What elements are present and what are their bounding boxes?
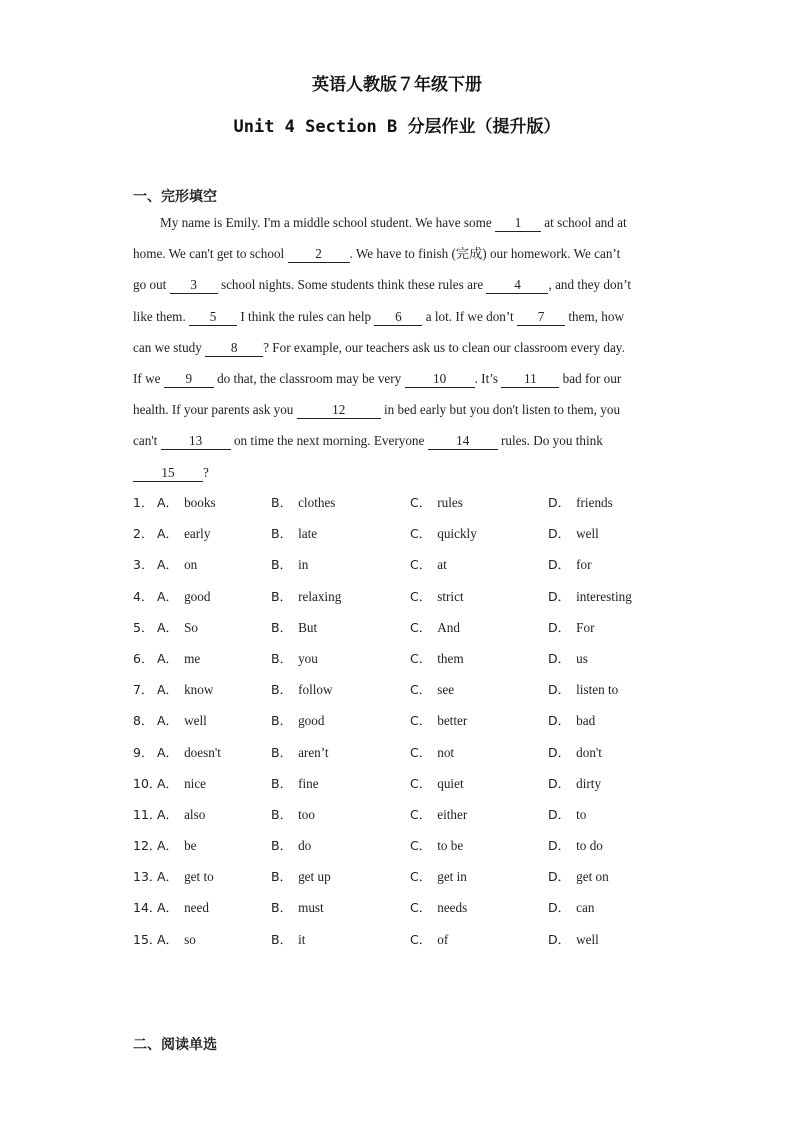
option-d [548, 861, 609, 892]
option-letter: C． [410, 682, 432, 698]
option-text: get on [576, 869, 609, 885]
blank-8: 8 [205, 339, 263, 357]
option-text: good [184, 588, 211, 604]
question-row [133, 674, 693, 705]
option-c [410, 799, 467, 830]
option-letter: A． [157, 588, 179, 604]
question-number: 5． [133, 619, 154, 635]
blank-2: 2 [288, 245, 350, 263]
question-row [133, 705, 693, 736]
option-letter: C． [410, 775, 432, 791]
option-text: strict [437, 588, 464, 604]
question-row [133, 487, 693, 518]
option-text: either [437, 806, 468, 822]
option-text: must [298, 900, 324, 916]
option-a [157, 799, 205, 830]
option-text: of [437, 931, 449, 947]
option-letter: D． [548, 869, 571, 885]
question-number: 1． [133, 495, 154, 510]
option-d [548, 612, 594, 643]
option-letter: C． [410, 900, 432, 916]
passage-line: If we 9 do that, the classroom may be very 10 . It’s 11 bad for our [133, 370, 622, 386]
passage-line: 15 ? [133, 457, 673, 488]
option-text: friends [576, 495, 613, 510]
option-letter: B． [271, 869, 293, 885]
option-text: late [298, 526, 318, 542]
question-number: 15． [133, 931, 162, 947]
option-letter: A． [157, 869, 179, 885]
option-d [548, 581, 632, 612]
option-text: to be [437, 838, 464, 854]
option-letter: A． [157, 775, 179, 791]
option-letter: B． [271, 495, 293, 510]
question-number: 14． [133, 900, 162, 916]
option-letter: A． [157, 526, 179, 542]
option-letter: B． [271, 838, 293, 854]
option-text: get up [298, 869, 331, 885]
option-text: on [184, 557, 198, 573]
blank-6: 6 [374, 308, 422, 326]
passage-line: home. We can't get to school 2 . We have to finish (完成) our homework. We can’t [133, 246, 621, 262]
option-letter: D． [548, 588, 571, 604]
option-text: quickly [437, 526, 477, 542]
option-d [548, 830, 603, 861]
option-text: needs [437, 900, 468, 916]
question-number: 6． [133, 650, 154, 666]
option-text: see [437, 682, 455, 698]
option-text: well [576, 526, 599, 542]
option-text: doesn't [184, 744, 221, 760]
option-a [157, 705, 207, 736]
option-a [157, 487, 216, 518]
section-heading-reading: 二、阅读单选 [133, 1037, 217, 1053]
question-number: 12． [133, 838, 162, 854]
option-text: rules [437, 495, 463, 510]
option-d [548, 674, 618, 705]
option-b [271, 581, 341, 612]
option-text: in [298, 557, 309, 573]
option-text: it [298, 931, 306, 947]
question-number: 11． [133, 806, 162, 822]
option-text: quiet [437, 775, 464, 791]
option-b [271, 487, 335, 518]
option-letter: D． [548, 744, 571, 760]
option-a [157, 892, 209, 923]
passage-line: can we study 8 ? For example, our teachers ask us to clean our classroom every day. [133, 339, 625, 355]
question-number: 4． [133, 588, 154, 604]
option-letter: D． [548, 900, 571, 916]
passage-line: like them. 5 I think the rules can help 6 a lot. If we don’t 7 them, how [133, 308, 624, 324]
option-text: need [184, 900, 209, 916]
option-text: know [184, 682, 214, 698]
question-row [133, 799, 693, 830]
option-letter: D． [548, 713, 571, 729]
option-letter: D． [548, 682, 571, 698]
option-letter: B． [271, 775, 293, 791]
option-b [271, 768, 319, 799]
option-b [271, 892, 324, 923]
option-letter: B． [271, 931, 293, 947]
option-letter: A． [157, 619, 179, 635]
option-d [548, 549, 592, 580]
option-letter: C． [410, 495, 432, 510]
option-letter: D． [548, 650, 571, 666]
document-title: 英语人教版７年级下册 [312, 75, 482, 95]
option-letter: C． [410, 588, 432, 604]
option-letter: B． [271, 744, 293, 760]
question-row [133, 612, 693, 643]
option-c [410, 768, 464, 799]
option-letter: D． [548, 775, 571, 791]
option-d [548, 924, 599, 955]
option-letter: A． [157, 931, 179, 947]
option-c [410, 892, 467, 923]
question-number: 10． [133, 775, 162, 791]
option-a [157, 861, 214, 892]
option-letter: A． [157, 557, 179, 573]
option-a [157, 830, 197, 861]
option-letter: A． [157, 713, 179, 729]
option-text: at [437, 557, 447, 573]
option-letter: C． [410, 838, 432, 854]
blank-13: 13 [161, 432, 231, 450]
option-letter: A． [157, 806, 179, 822]
question-number: 2． [133, 526, 154, 542]
option-text: So [184, 619, 198, 635]
option-c [410, 643, 464, 674]
option-a [157, 518, 210, 549]
option-text: to [576, 806, 587, 822]
option-text: clothes [298, 495, 336, 510]
option-b [271, 643, 318, 674]
option-text: listen to [576, 682, 619, 698]
option-text: do [298, 838, 312, 854]
option-text: don't [576, 744, 602, 760]
option-text: them [437, 650, 464, 666]
blank-15: 15 [133, 464, 203, 482]
passage-line: health. If your parents ask you 12 in bed early but you don't listen to them, you [133, 402, 621, 418]
option-c [410, 518, 477, 549]
option-letter: A． [157, 682, 179, 698]
option-text: can [576, 900, 595, 916]
option-text: good [298, 713, 325, 729]
option-letter: B． [271, 557, 293, 573]
blank-14: 14 [428, 432, 498, 450]
option-text: relaxing [298, 588, 342, 604]
option-letter: C． [410, 526, 432, 542]
question-number: 8． [133, 713, 154, 729]
option-b [271, 612, 317, 643]
option-text: too [298, 806, 315, 822]
option-text: books [184, 495, 216, 510]
document-subtitle: Unit 4 Section B 分层作业（提升版） [233, 117, 561, 137]
question-row [133, 737, 693, 768]
blank-3: 3 [170, 276, 218, 294]
option-text: well [576, 931, 599, 947]
question-row [133, 768, 693, 799]
cloze-passage [133, 207, 673, 488]
option-b [271, 674, 333, 705]
question-row [133, 830, 693, 861]
question-row [133, 643, 693, 674]
blank-12: 12 [297, 401, 381, 419]
option-text: interesting [576, 588, 632, 604]
option-letter: C． [410, 650, 432, 666]
option-letter: D． [548, 526, 571, 542]
passage-line: go out 3 school nights. Some students think these rules are 4 , and they don’t [133, 277, 632, 293]
option-letter: B． [271, 806, 293, 822]
option-text: not [437, 744, 455, 760]
blank-11: 11 [501, 370, 559, 388]
option-d [548, 892, 594, 923]
option-d [548, 768, 601, 799]
option-text: so [184, 931, 196, 947]
blank-4: 4 [486, 276, 548, 294]
question-options [133, 487, 693, 955]
option-c [410, 737, 454, 768]
option-c [410, 549, 447, 580]
option-a [157, 737, 221, 768]
option-a [157, 549, 197, 580]
option-text: well [184, 713, 207, 729]
question-row [133, 892, 693, 923]
question-row [133, 924, 693, 955]
option-b [271, 518, 317, 549]
blank-10: 10 [405, 370, 475, 388]
section-heading-cloze: 一、完形填空 [133, 189, 217, 205]
option-text: follow [298, 682, 333, 698]
option-text: But [298, 619, 318, 635]
option-text: early [184, 526, 211, 542]
option-letter: C． [410, 744, 432, 760]
option-letter: A． [157, 838, 179, 854]
question-number: 9． [133, 744, 154, 760]
option-text: get to [184, 869, 214, 885]
option-c [410, 674, 454, 705]
option-letter: D． [548, 557, 571, 573]
option-text: For [576, 619, 595, 635]
option-a [157, 674, 213, 705]
option-letter: A． [157, 744, 179, 760]
option-c [410, 581, 464, 612]
option-a [157, 924, 196, 955]
option-c [410, 612, 460, 643]
option-letter: C． [410, 806, 432, 822]
option-text: fine [298, 775, 319, 791]
option-letter: D． [548, 838, 571, 854]
option-d [548, 799, 586, 830]
option-text: aren’t [298, 744, 329, 760]
option-d [548, 705, 595, 736]
option-c [410, 705, 467, 736]
option-text: us [576, 650, 588, 666]
option-letter: D． [548, 806, 571, 822]
option-letter: B． [271, 682, 293, 698]
option-text: nice [184, 775, 207, 791]
option-b [271, 861, 331, 892]
option-c [410, 924, 448, 955]
option-a [157, 768, 206, 799]
option-b [271, 549, 308, 580]
passage-line: can't 13 on time the next morning. Everyone 14 rules. Do you think [133, 433, 603, 449]
option-letter: B． [271, 900, 293, 916]
question-row [133, 861, 693, 892]
option-b [271, 799, 315, 830]
option-text: me [184, 650, 201, 666]
option-b [271, 830, 311, 861]
question-number: 7． [133, 682, 154, 698]
passage-line: My name is Emily. I'm a middle school student. We have some 1 at school and at [160, 215, 627, 230]
option-letter: D． [548, 495, 571, 510]
option-letter: D． [548, 931, 571, 947]
option-c [410, 861, 467, 892]
question-row [133, 581, 693, 612]
blank-9: 9 [164, 370, 214, 388]
option-text: And [437, 619, 460, 635]
option-text: bad [576, 713, 596, 729]
option-text: also [184, 806, 206, 822]
option-a [157, 581, 210, 612]
blank-5: 5 [189, 308, 237, 326]
option-letter: A． [157, 650, 179, 666]
question-number: 3． [133, 557, 154, 573]
option-d [548, 643, 588, 674]
question-number: 13． [133, 869, 162, 885]
option-text: better [437, 713, 468, 729]
option-c [410, 487, 463, 518]
option-b [271, 705, 324, 736]
option-letter: C． [410, 557, 432, 573]
option-letter: B． [271, 650, 293, 666]
option-letter: D． [548, 619, 571, 635]
option-letter: B． [271, 588, 293, 604]
option-letter: B． [271, 619, 293, 635]
option-letter: C． [410, 869, 432, 885]
option-letter: B． [271, 526, 293, 542]
option-b [271, 924, 305, 955]
option-c [410, 830, 463, 861]
option-letter: C． [410, 713, 432, 729]
option-text: for [576, 557, 592, 573]
option-d [548, 737, 602, 768]
option-d [548, 487, 613, 518]
option-d [548, 518, 599, 549]
option-letter: B． [271, 713, 293, 729]
option-text: you [298, 650, 318, 666]
question-row [133, 549, 693, 580]
blank-1: 1 [495, 214, 541, 232]
option-text: get in [437, 869, 467, 885]
option-a [157, 643, 200, 674]
option-letter: A． [157, 900, 179, 916]
option-text: dirty [576, 775, 602, 791]
option-letter: C． [410, 931, 432, 947]
option-b [271, 737, 329, 768]
option-a [157, 612, 198, 643]
option-text: to do [576, 838, 603, 854]
option-text: be [184, 838, 197, 854]
blank-7: 7 [517, 308, 565, 326]
question-row [133, 518, 693, 549]
option-letter: A． [157, 495, 179, 510]
option-letter: C． [410, 619, 432, 635]
